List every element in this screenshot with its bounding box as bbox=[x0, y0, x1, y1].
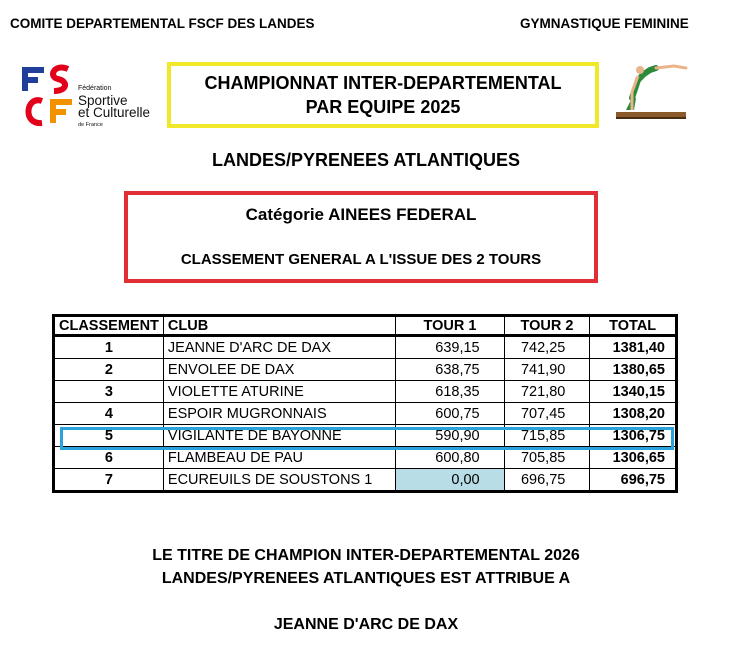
championship-title-box bbox=[167, 62, 599, 128]
tour-2-cell: 707,45 bbox=[504, 403, 590, 425]
champion-text-line-2: LANDES/PYRENEES ATLANTIQUES EST ATTRIBUE A bbox=[161, 570, 571, 587]
club-cell: VIGILANTE DE BAYONNE bbox=[163, 425, 395, 447]
tour-1-cell: 590,90 bbox=[396, 425, 504, 447]
total-cell: 696,75 bbox=[590, 469, 677, 492]
row-highlight-box bbox=[60, 427, 674, 450]
table-row bbox=[54, 381, 677, 403]
committee-name: COMITE DEPARTEMENTAL FSCF DES LANDES bbox=[10, 16, 315, 31]
logo-text bbox=[78, 83, 150, 131]
table-row bbox=[54, 359, 677, 381]
total-cell: 1306,75 bbox=[590, 425, 677, 447]
championship-title-line-2: PAR EQUIPE 2025 bbox=[305, 97, 461, 117]
club-cell: ENVOLEE DE DAX bbox=[163, 359, 395, 381]
total-cell: 1308,20 bbox=[590, 403, 677, 425]
logo-line-1: Fédération bbox=[78, 85, 112, 92]
total-cell: 1306,65 bbox=[590, 447, 677, 469]
club-cell: FLAMBEAU DE PAU bbox=[163, 447, 395, 469]
table-row bbox=[54, 336, 677, 359]
club-cell: JEANNE D'ARC DE DAX bbox=[163, 336, 395, 359]
rank-cell: 4 bbox=[54, 403, 164, 425]
rank-cell: 5 bbox=[54, 425, 164, 447]
tour-2-cell: 721,80 bbox=[504, 381, 590, 403]
tour-1-cell: 600,75 bbox=[396, 403, 504, 425]
gymnast-icon bbox=[612, 60, 692, 124]
rank-cell: 2 bbox=[54, 359, 164, 381]
logo-line-2: Sportive bbox=[78, 93, 128, 108]
tour-2-cell: 696,75 bbox=[504, 469, 590, 492]
total-cell: 1340,15 bbox=[590, 381, 677, 403]
ranking-label: CLASSEMENT GENERAL A L'ISSUE DES 2 TOURS bbox=[180, 251, 542, 268]
header-rank: CLASSEMENT bbox=[54, 316, 164, 336]
club-cell: ESPOIR MUGRONNAIS bbox=[163, 403, 395, 425]
table-header-row bbox=[54, 316, 677, 336]
logo-line-3: et Culturelle bbox=[78, 105, 151, 120]
fscf-logo bbox=[18, 63, 168, 135]
club-cell: VIOLETTE ATURINE bbox=[163, 381, 395, 403]
championship-title-line-1: CHAMPIONNAT INTER-DEPARTEMENTAL bbox=[204, 73, 562, 93]
header-tour-1: TOUR 1 bbox=[396, 316, 504, 336]
rank-cell: 3 bbox=[54, 381, 164, 403]
tour-2-cell: 742,25 bbox=[504, 336, 590, 359]
total-cell: 1381,40 bbox=[590, 336, 677, 359]
tour-2-cell: 715,85 bbox=[504, 425, 590, 447]
tour-2-cell: 741,90 bbox=[504, 359, 590, 381]
logo-line-4: de France bbox=[78, 122, 103, 128]
tour-1-cell: 639,15 bbox=[396, 336, 504, 359]
fscf-logo-mark-icon bbox=[18, 63, 76, 129]
rank-cell: 6 bbox=[54, 447, 164, 469]
total-cell: 1380,65 bbox=[590, 359, 677, 381]
header-tour-2: TOUR 2 bbox=[504, 316, 590, 336]
tour-1-cell: 638,75 bbox=[396, 359, 504, 381]
tour-1-cell: 0,00 bbox=[396, 469, 504, 492]
champion-text-line-1: LE TITRE DE CHAMPION INTER-DEPARTEMENTAL 2026 bbox=[152, 547, 580, 564]
rank-cell: 7 bbox=[54, 469, 164, 492]
category-box bbox=[124, 191, 598, 283]
discipline-name: GYMNASTIQUE FEMININE bbox=[520, 16, 689, 31]
tour-2-cell: 705,85 bbox=[504, 447, 590, 469]
table-row bbox=[54, 469, 677, 492]
rank-cell: 1 bbox=[54, 336, 164, 359]
tour-1-cell: 600,80 bbox=[396, 447, 504, 469]
tour-1-cell: 618,35 bbox=[396, 381, 504, 403]
header-total: TOTAL bbox=[590, 316, 677, 336]
table-row bbox=[54, 403, 677, 425]
region-title: LANDES/PYRENEES ATLANTIQUES bbox=[211, 150, 521, 170]
header-club: CLUB bbox=[163, 316, 395, 336]
champion-winner: JEANNE D'ARC DE DAX bbox=[273, 616, 459, 633]
club-cell: ECUREUILS DE SOUSTONS 1 bbox=[163, 469, 395, 492]
category-label: Catégorie AINEES FEDERAL bbox=[245, 205, 477, 224]
ranking-table bbox=[52, 314, 678, 493]
